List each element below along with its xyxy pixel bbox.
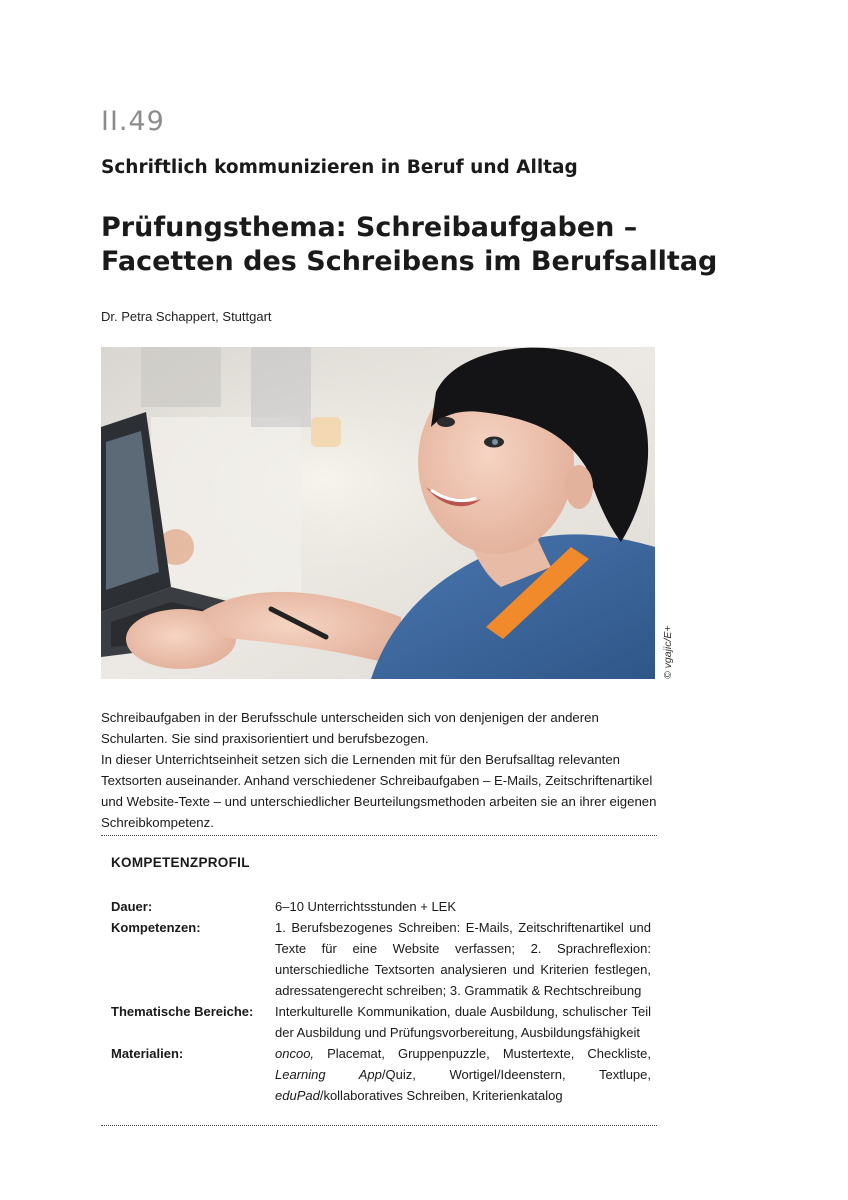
- author-line: Dr. Petra Schappert, Stuttgart: [101, 309, 272, 324]
- cover-photo-illustration: [101, 347, 655, 679]
- competence-profile-table: [111, 896, 651, 1106]
- profile-value-materials: [275, 1043, 651, 1106]
- dotted-divider-top: [101, 835, 657, 836]
- profile-value-competences: 1. Berufsbezogenes Schreiben: E-Mails, Zeitschriftenartikel und Texte für eine Website verfassen; 2. Sprachreflexion: unterschiedliche Textsorten analysieren und Kriterien festlegen, adressatengerecht schreiben; 3. Grammatik & Rechtschreibung: [275, 920, 651, 998]
- photo-credit: © vgajic/E+: [662, 625, 674, 679]
- material-edupad: eduPad: [275, 1088, 320, 1103]
- material-list-part-2: /Quiz, Wortigel/Ideenstern, Textlupe,: [381, 1067, 652, 1082]
- profile-row-duration: [111, 896, 651, 917]
- cover-photo: [101, 347, 655, 679]
- material-list-part-1: Placemat, Gruppenpuzzle, Mustertexte, Checkliste,: [314, 1046, 651, 1061]
- profile-row-materials: [111, 1043, 651, 1106]
- profile-value-duration: 6–10 Unterrichtsstunden + LEK: [275, 899, 457, 914]
- intro-text: [101, 707, 659, 833]
- profile-label-competences: Kompetenzen:: [111, 920, 201, 935]
- profile-row-topics: [111, 1001, 651, 1043]
- dotted-divider-bottom: [101, 1125, 657, 1126]
- material-learning-app: Learning App: [275, 1067, 382, 1082]
- intro-paragraph-2: In dieser Unterrichtseinheit setzen sich die Lernenden mit für den Berufsalltag relevanten Textsorten auseinander. Anhand verschiedener Schreibaufgaben – E-Mails, Zeitschriftenartikel und Website-Texte – und unterschiedlicher Beurteilungsmethoden arbeiten sie an ihrer eigenen Schreibkompetenz.: [101, 752, 657, 830]
- page-title: [101, 211, 741, 279]
- intro-paragraph-1: Schreibaufgaben in der Berufsschule unterscheiden sich von denjenigen der anderen Schularten. Sie sind praxisorientiert und berufsbezogen.: [101, 710, 599, 746]
- profile-label-materials: Materialien:: [111, 1046, 184, 1061]
- profile-value-topics: Interkulturelle Kommunikation, duale Ausbildung, schulischer Teil der Ausbildung und Prüfungsvorbereitung, Ausbildungsfähigkeit: [275, 1004, 651, 1040]
- profile-label-topics: Thematische Bereiche:: [111, 1004, 254, 1019]
- page-title-line-1: Prüfungsthema: Schreibaufgaben –: [101, 212, 638, 243]
- section-title: Schriftlich kommunizieren in Beruf und Alltag: [101, 157, 578, 178]
- competence-profile-heading: KOMPETENZPROFIL: [111, 855, 250, 870]
- page-title-line-2: Facetten des Schreibens im Berufsalltag: [101, 246, 718, 277]
- material-oncoo: oncoo,: [275, 1046, 315, 1061]
- material-list-part-3: /kollaboratives Schreiben, Kriterienkatalog: [319, 1088, 563, 1103]
- profile-label-duration: Dauer:: [111, 899, 153, 914]
- profile-row-competences: [111, 917, 651, 1001]
- chapter-number: II.49: [101, 106, 165, 137]
